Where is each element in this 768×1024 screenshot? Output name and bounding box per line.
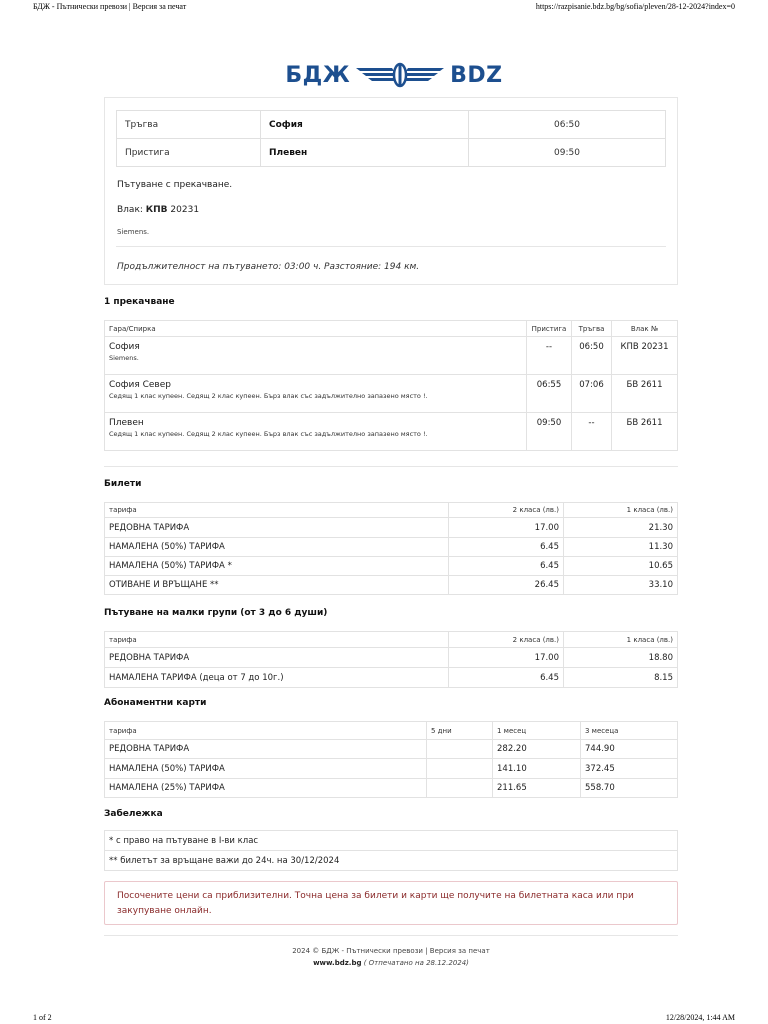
- stop-note: Седящ 1 клас купеен. Седящ 2 клас купеен. Бърз влак със задължително запазено място !.: [109, 430, 428, 438]
- card-divider: [116, 246, 666, 247]
- train-note: Siemens.: [117, 228, 150, 236]
- groups-title: Пътуване на малки групи (от 3 до 6 души): [104, 608, 328, 618]
- tickets-header-row: [105, 503, 678, 518]
- winged-wheel-icon: [354, 62, 446, 88]
- stop-arrive: 06:55: [527, 375, 572, 413]
- stop-station-cell: [105, 413, 527, 451]
- col-1class-header: 1 класа (лв.): [564, 632, 678, 648]
- table-row: [105, 779, 678, 798]
- stop-station: София Север: [109, 380, 171, 390]
- bdz-logo: [284, 58, 504, 92]
- passes-table: [104, 721, 678, 798]
- price-1month: 282.20: [493, 740, 581, 759]
- col-tariff-header: тарифа: [105, 503, 449, 518]
- col-2class-header: 2 класа (лв.): [449, 503, 564, 518]
- stop-depart: 07:06: [572, 375, 612, 413]
- groups-table: [104, 631, 678, 688]
- train-type: КПВ: [145, 205, 168, 215]
- price-2class: 17.00: [449, 648, 564, 668]
- table-row: [105, 557, 678, 576]
- stop-station: Плевен: [109, 418, 144, 428]
- table-row: [105, 576, 678, 595]
- print-header-url: https://razpisanie.bdz.bg/bg/sofia/pleven/28-12-2024?index=0: [535, 2, 735, 11]
- tariff-name: НАМАЛЕНА (50%) ТАРИФА: [105, 538, 449, 557]
- price-2class: 6.45: [449, 538, 564, 557]
- table-row: [105, 375, 678, 413]
- route-arrive-row: [117, 139, 666, 167]
- table-row: [105, 648, 678, 668]
- stop-note: Седящ 1 клас купеен. Седящ 2 клас купеен. Бърз влак със задължително запазено място !.: [109, 392, 428, 400]
- passes-header-row: [105, 722, 678, 740]
- passes-title: Абонаментни карти: [104, 698, 207, 708]
- table-row: [105, 518, 678, 538]
- tariff-name: НАМАЛЕНА (25%) ТАРИФА: [105, 779, 427, 798]
- list-item: [105, 831, 678, 851]
- col-tariff-header: тарифа: [105, 722, 427, 740]
- col-tariff-header: тарифа: [105, 632, 449, 648]
- list-item: [105, 851, 678, 871]
- depart-label: Тръгва: [117, 111, 261, 139]
- price-1class: 11.30: [564, 538, 678, 557]
- price-2class: 6.45: [449, 557, 564, 576]
- depart-time: 06:50: [469, 111, 666, 139]
- arrive-label: Пристига: [117, 139, 261, 167]
- notes-title: Забележка: [104, 809, 163, 819]
- tickets-table: [104, 502, 678, 595]
- stop-train: БВ 2611: [612, 413, 678, 451]
- stops-table: [104, 320, 678, 451]
- train-number: 20231: [170, 205, 200, 215]
- price-disclaimer-alert: Посочените цени са приблизителни. Точна цена за билети и карти ще получите на билетната каса или при закупуване онлайн.: [104, 881, 678, 925]
- price-1month: 211.65: [493, 779, 581, 798]
- footer-printed-date: ( Отпечатано на 28.12.2024): [363, 959, 469, 967]
- tariff-name: НАМАЛЕНА (50%) ТАРИФА: [105, 759, 427, 779]
- price-2class: 6.45: [449, 668, 564, 688]
- price-1class: 10.65: [564, 557, 678, 576]
- col-3months-header: 3 месеца: [581, 722, 678, 740]
- stop-note: Siemens.: [109, 354, 139, 362]
- stop-arrive: --: [527, 337, 572, 375]
- price-3months: 744.90: [581, 740, 678, 759]
- stop-depart: 06:50: [572, 337, 612, 375]
- tickets-title: Билети: [104, 479, 142, 489]
- table-row: [105, 538, 678, 557]
- stop-station-cell: [105, 337, 527, 375]
- price-3months: 558.70: [581, 779, 678, 798]
- tariff-name: РЕДОВНА ТАРИФА: [105, 518, 449, 538]
- col-2class-header: 2 класа (лв.): [449, 632, 564, 648]
- col-5days-header: 5 дни: [427, 722, 493, 740]
- stops-header-row: [105, 321, 678, 337]
- train-info: [117, 205, 199, 215]
- notes-table: [104, 830, 678, 871]
- footer-site-line: [0, 959, 768, 967]
- print-header-title: БДЖ - Пътнически превози | Версия за печат: [33, 2, 187, 11]
- col-1month-header: 1 месец: [493, 722, 581, 740]
- price-2class: 17.00: [449, 518, 564, 538]
- price-3months: 372.45: [581, 759, 678, 779]
- col-train-header: Влак №: [612, 321, 678, 337]
- stop-station: София: [109, 342, 140, 352]
- tariff-name: РЕДОВНА ТАРИФА: [105, 648, 449, 668]
- arrive-time: 09:50: [469, 139, 666, 167]
- table-row: [105, 337, 678, 375]
- col-station-header: Гара/Спирка: [105, 321, 527, 337]
- note-text: * с право на пътуване в I-ви клас: [105, 831, 678, 851]
- price-5days: [427, 779, 493, 798]
- print-footer-datetime: 12/28/2024, 1:44 AM: [665, 1013, 735, 1022]
- price-1month: 141.10: [493, 759, 581, 779]
- tariff-name: НАМАЛЕНА ТАРИФА (деца от 7 до 10г.): [105, 668, 449, 688]
- stop-arrive: 09:50: [527, 413, 572, 451]
- table-row: [105, 740, 678, 759]
- price-1class: 33.10: [564, 576, 678, 595]
- print-footer-page: 1 of 2: [33, 1013, 52, 1022]
- price-1class: 8.15: [564, 668, 678, 688]
- price-5days: [427, 759, 493, 779]
- price-1class: 21.30: [564, 518, 678, 538]
- stops-title: 1 прекачване: [104, 297, 175, 307]
- col-arrive-header: Пристига: [527, 321, 572, 337]
- footer-divider: [104, 935, 678, 936]
- table-row: [105, 413, 678, 451]
- table-row: [105, 668, 678, 688]
- stop-depart: --: [572, 413, 612, 451]
- route-depart-row: [117, 111, 666, 139]
- note-text: ** билетът за връщане важи до 24ч. на 30/12/2024: [105, 851, 678, 871]
- duration-text: Продължителност на пътуването: 03:00 ч. Разстояние: 194 км.: [117, 262, 420, 272]
- groups-header-row: [105, 632, 678, 648]
- transfer-note: Пътуване с прекачване.: [117, 180, 233, 190]
- stop-station-cell: [105, 375, 527, 413]
- price-2class: 26.45: [449, 576, 564, 595]
- col-depart-header: Тръгва: [572, 321, 612, 337]
- footer-site-link[interactable]: www.bdz.bg: [313, 959, 362, 967]
- depart-station: София: [261, 111, 469, 139]
- tariff-name: НАМАЛЕНА (50%) ТАРИФА *: [105, 557, 449, 576]
- col-1class-header: 1 класа (лв.): [564, 503, 678, 518]
- section-divider: [104, 466, 678, 467]
- footer-copyright: 2024 © БДЖ - Пътнически превози | Версия за печат: [292, 947, 490, 955]
- route-summary-table: [116, 110, 666, 167]
- logo-text-cyrillic: БДЖ: [285, 62, 351, 88]
- stop-train: КПВ 20231: [612, 337, 678, 375]
- tariff-name: ОТИВАНЕ И ВРЪЩАНЕ **: [105, 576, 449, 595]
- logo-text-latin: BDZ: [450, 62, 503, 88]
- train-label: Влак:: [117, 205, 143, 215]
- stop-train: БВ 2611: [612, 375, 678, 413]
- tariff-name: РЕДОВНА ТАРИФА: [105, 740, 427, 759]
- table-row: [105, 759, 678, 779]
- price-1class: 18.80: [564, 648, 678, 668]
- arrive-station: Плевен: [261, 139, 469, 167]
- price-5days: [427, 740, 493, 759]
